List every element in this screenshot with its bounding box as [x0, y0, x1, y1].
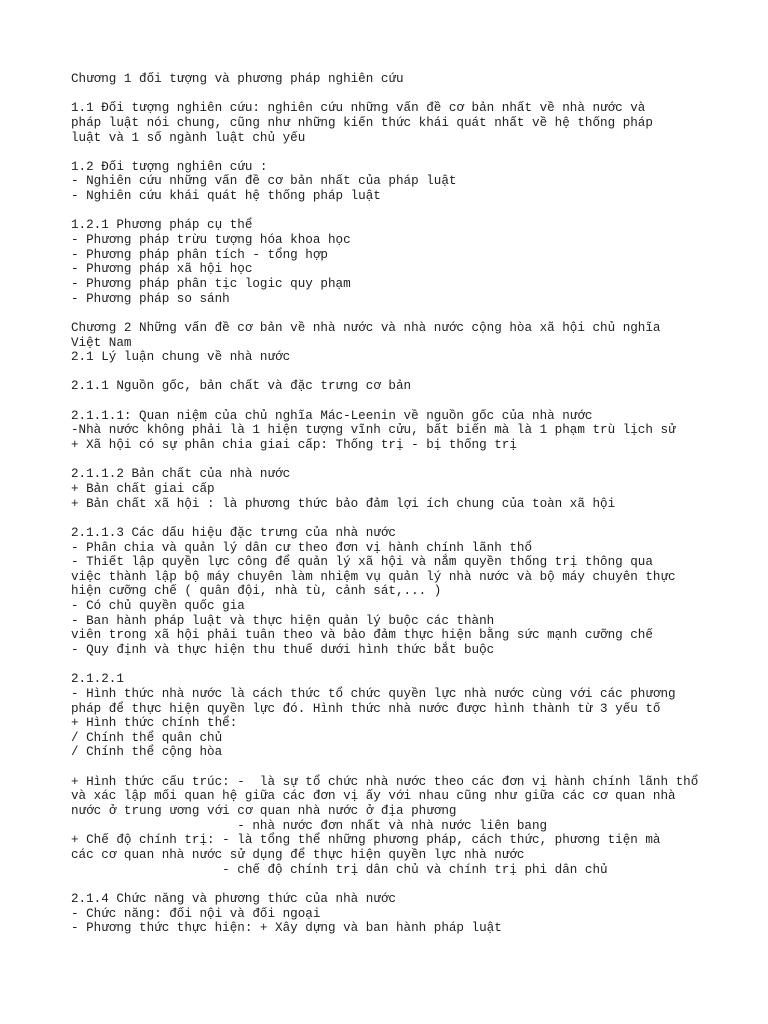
text-line: nước ở trung ương với cơ quan nhà nước ở địa phương [71, 804, 457, 819]
section-heading: 2.1.1.1: Quan niệm của chủ nghĩa Mác-Leenin về nguồn gốc của nhà nước [71, 408, 593, 423]
list-item: + Hình thức chính thể: [71, 716, 238, 731]
chapter-heading-continuation: Việt Nam [71, 335, 132, 350]
list-item: -Nhà nước không phải là 1 hiện tượng vĩnh cửu, bất biến mà là 1 phạm trù lịch sử [71, 423, 676, 438]
list-item: - Ban hành pháp luật và thực hiện quản lý buộc các thành [71, 613, 495, 628]
section-1-2-1-block [71, 218, 751, 306]
list-item: + Bản chất giai cấp [71, 481, 215, 496]
text-line: các cơ quan nhà nước sử dụng để thực hiện quyền lực nhà nước [71, 847, 525, 862]
section-heading: 2.1.1.3 Các dấu hiệu đặc trưng của nhà nước [71, 525, 396, 540]
list-item: - Thiết lập quyền lực công để quản lý xã hội và nắm quyền thống trị thông qua [71, 555, 653, 570]
list-item: - Phương pháp phân tịc logic quy phạm [71, 276, 351, 291]
chapter-heading: Chương 1 đối tượng và phương pháp nghiên cứu [71, 72, 404, 86]
text-line: viên trong xã hội phải tuân theo và bảo đảm thực hiện bằng sức mạnh cưỡng chế [71, 628, 653, 643]
section-1-1-block [71, 101, 751, 145]
list-item: - Quy định và thực hiện thu thuế dưới hình thức bắt buộc [71, 642, 495, 657]
section-heading: 1.2 Đối tượng nghiên cứu : [71, 159, 268, 174]
list-item: + Bản chất xã hội : là phương thức bảo đảm lợi ích chung của toàn xã hội [71, 496, 616, 511]
list-item: / Chính thể quân chủ [71, 730, 223, 745]
section-2-1-1-2-block [71, 467, 751, 511]
list-item: - Phương pháp phân tích - tổng hợp [71, 247, 328, 262]
list-item: - Chức năng: đối nội và đối ngoại [71, 906, 321, 921]
list-item: - Phương pháp xã hội học [71, 262, 253, 277]
list-item: - Nghiên cứu những vấn đề cơ bản nhất của pháp luật [71, 174, 457, 189]
list-item: - Nghiên cứu khái quát hệ thống pháp luật [71, 189, 381, 204]
list-item: + Xã hội có sự phân chia giai cấp: Thống trị - bị thống trị [71, 438, 517, 453]
text-line: việc thành lập bộ máy chuyên làm nhiệm vụ quản lý nhà nước và bộ máy chuyên thực [71, 569, 676, 584]
text-line: luật và 1 số ngành luật chủ yếu [71, 130, 306, 145]
section-2-1-1-1-block [71, 409, 751, 453]
text-line: và xác lập mối quan hệ giữa các đơn vị ấy với nhau cũng như giữa các cơ quan nhà [71, 789, 676, 804]
indented-list-item: - nhà nước đơn nhất và nhà nước liên bang [237, 818, 548, 833]
section-heading: 2.1.2.1 [71, 672, 124, 687]
section-heading: 2.1 Lý luận chung về nhà nước [71, 350, 291, 365]
section-heading: 2.1.1.2 Bản chất của nhà nước [71, 467, 291, 482]
list-item: - Có chủ quyền quốc gia [71, 599, 245, 614]
structure-and-regime-block [71, 775, 751, 877]
list-item: - Hình thức nhà nước là cách thức tổ chức quyền lực nhà nước cùng với các phương [71, 686, 676, 701]
section-heading: 1.1 Đối tượng nghiên cứu: nghiên cứu những vấn đề cơ bản nhất về nhà nước và [71, 101, 646, 116]
text-line: pháp để thực hiện quyền lực đó. Hình thức nhà nước được hình thành từ 3 yếu tố [71, 701, 661, 716]
section-heading: 1.2.1 Phương pháp cụ thể [71, 218, 253, 233]
text-line: pháp luật nói chung, cũng như những kiến thức khái quát nhất về hệ thống pháp [71, 115, 653, 130]
text-line: hiện cưỡng chế ( quân đội, nhà tù, cảnh sát,... ) [71, 584, 442, 599]
document-page [71, 72, 751, 936]
section-2-1-2-1-block [71, 672, 751, 760]
chapter-1-block [71, 72, 751, 87]
section-2-1-1-block [71, 379, 751, 394]
list-item: / Chính thể cộng hòa [71, 745, 223, 760]
list-item: + Chế độ chính trị: - là tổng thể những phương pháp, cách thức, phương tiện mà [71, 833, 661, 848]
section-2-1-1-3-block [71, 526, 751, 658]
list-item: - Phân chia và quản lý dân cư theo đơn vị hành chính lãnh thổ [71, 540, 533, 555]
list-item: - Phương pháp so sánh [71, 291, 230, 306]
section-heading: 2.1.1 Nguồn gốc, bản chất và đặc trưng cơ bản [71, 379, 412, 394]
list-item: + Hình thức cấu trúc: - là sự tổ chức nhà nước theo các đơn vị hành chính lãnh thổ [71, 774, 699, 789]
list-item: - Phương pháp trừu tượng hóa khoa học [71, 233, 351, 248]
section-1-2-block [71, 160, 751, 204]
chapter-heading: Chương 2 Những vấn đề cơ bản về nhà nước và nhà nước cộng hòa xã hội chủ nghĩa [71, 320, 661, 335]
chapter-2-block [71, 321, 751, 365]
section-2-1-4-block [71, 892, 751, 936]
indented-list-item: - chế độ chính trị dân chủ và chính trị phi dân chủ [222, 862, 608, 877]
list-item: - Phương thức thực hiện: + Xây dựng và ban hành pháp luật [71, 921, 502, 936]
section-heading: 2.1.4 Chức năng và phương thức của nhà nước [71, 891, 396, 906]
